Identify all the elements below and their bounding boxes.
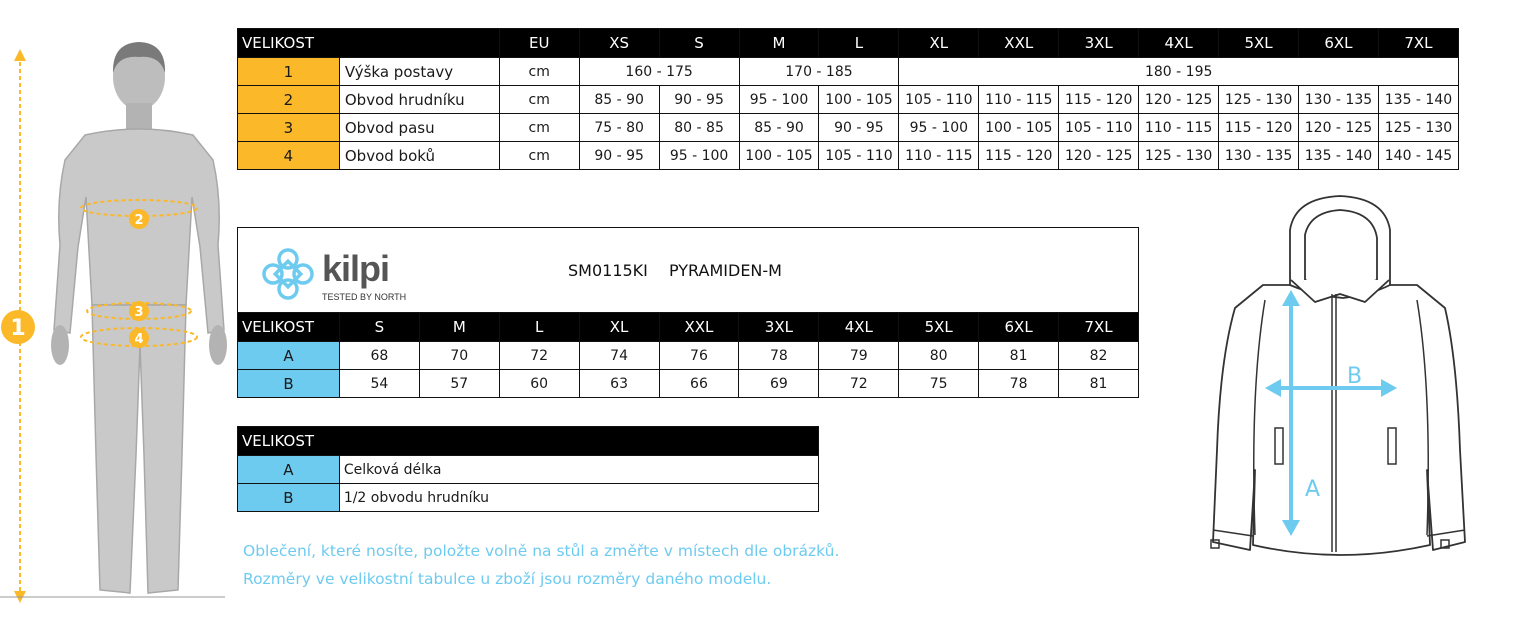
- header-size: XL: [579, 313, 659, 342]
- jacket-label-a: A: [1305, 477, 1321, 502]
- value-cell: 79: [819, 342, 899, 370]
- value-cell: 170 - 185: [739, 58, 899, 86]
- header-size: 6XL: [979, 313, 1059, 342]
- value-cell: 90 - 95: [579, 142, 659, 170]
- value-cell: 72: [499, 342, 579, 370]
- table-row: [238, 456, 819, 484]
- instruction-note: Oblečení, které nosíte, položte volně na stůl a změřte v místech dle obrázků.: [243, 542, 840, 560]
- table-row: [238, 142, 1459, 170]
- row-label: Obvod boků: [339, 142, 499, 170]
- value-cell: 72: [819, 370, 899, 398]
- value-cell: 68: [339, 342, 419, 370]
- row-label: Obvod hrudníku: [339, 86, 499, 114]
- header-size: 4XL: [1139, 29, 1219, 58]
- svg-text:2: 2: [134, 213, 144, 228]
- header-size: XL: [899, 29, 979, 58]
- value-cell: 75 - 80: [579, 114, 659, 142]
- value-cell: 74: [579, 342, 659, 370]
- value-cell: 95 - 100: [659, 142, 739, 170]
- value-cell: 130 - 135: [1299, 86, 1379, 114]
- value-cell: 135 - 140: [1378, 86, 1458, 114]
- header-size: 7XL: [1059, 313, 1139, 342]
- row-description: Celková délka: [339, 456, 818, 484]
- value-cell: 81: [1059, 370, 1139, 398]
- row-number: 2: [238, 86, 340, 114]
- svg-text:3: 3: [134, 305, 144, 320]
- value-cell: 75: [899, 370, 979, 398]
- row-number: 1: [238, 58, 340, 86]
- header-size: 7XL: [1378, 29, 1458, 58]
- header-size: 4XL: [819, 313, 899, 342]
- value-cell: 120 - 125: [1139, 86, 1219, 114]
- value-cell: 120 - 125: [1059, 142, 1139, 170]
- value-cell: 69: [739, 370, 819, 398]
- value-cell: 100 - 105: [819, 86, 899, 114]
- row-number: 3: [238, 114, 340, 142]
- measurement-legend-table: [237, 426, 819, 512]
- value-cell: 90 - 95: [659, 86, 739, 114]
- header-size: XXL: [979, 29, 1059, 58]
- value-cell: 105 - 110: [819, 142, 899, 170]
- table-row: [238, 58, 1459, 86]
- value-cell: 180 - 195: [899, 58, 1459, 86]
- value-cell: 95 - 100: [739, 86, 819, 114]
- body-measurement-figure: [0, 15, 230, 625]
- brand-tagline: TESTED BY NORTH: [322, 292, 407, 302]
- value-cell: 90 - 95: [819, 114, 899, 142]
- header-velikost: VELIKOST: [238, 427, 819, 456]
- value-cell: 63: [579, 370, 659, 398]
- header-size: XS: [579, 29, 659, 58]
- value-cell: 82: [1059, 342, 1139, 370]
- value-cell: 160 - 175: [579, 58, 739, 86]
- row-number: 4: [238, 142, 340, 170]
- row-label: Výška postavy: [339, 58, 499, 86]
- value-cell: 80: [899, 342, 979, 370]
- value-cell: 110 - 115: [979, 86, 1059, 114]
- header-size: S: [339, 313, 419, 342]
- header-size: XXL: [659, 313, 739, 342]
- value-cell: 85 - 90: [739, 114, 819, 142]
- brand-name: kilpi: [322, 248, 390, 289]
- unit-cell: cm: [499, 86, 579, 114]
- row-description: 1/2 obvodu hrudníku: [339, 484, 818, 512]
- table-row: [238, 370, 1139, 398]
- product-size-table: [237, 227, 1139, 398]
- row-label: Obvod pasu: [339, 114, 499, 142]
- brand-logo: [260, 246, 420, 306]
- value-cell: 76: [659, 342, 739, 370]
- header-size: 3XL: [739, 313, 819, 342]
- value-cell: 95 - 100: [899, 114, 979, 142]
- header-size: L: [499, 313, 579, 342]
- body-size-table: [237, 28, 1459, 170]
- value-cell: 105 - 110: [1059, 114, 1139, 142]
- svg-text:1: 1: [10, 316, 26, 341]
- value-cell: 115 - 120: [1219, 114, 1299, 142]
- value-cell: 57: [419, 370, 499, 398]
- header-size: 3XL: [1059, 29, 1139, 58]
- unit-cell: cm: [499, 142, 579, 170]
- value-cell: 78: [739, 342, 819, 370]
- table3-header-row: [238, 427, 819, 456]
- value-cell: 60: [499, 370, 579, 398]
- value-cell: 125 - 130: [1219, 86, 1299, 114]
- jacket-illustration: [1195, 190, 1495, 580]
- value-cell: 115 - 120: [1059, 86, 1139, 114]
- value-cell: 100 - 105: [979, 114, 1059, 142]
- jacket-label-b: B: [1347, 364, 1363, 389]
- header-velikost: VELIKOST: [238, 29, 500, 58]
- table-row: [238, 342, 1139, 370]
- kilpi-knot-icon: [260, 246, 316, 302]
- value-cell: 81: [979, 342, 1059, 370]
- table-row: [238, 484, 819, 512]
- brand-row: [238, 228, 1139, 313]
- value-cell: 70: [419, 342, 499, 370]
- value-cell: 130 - 135: [1219, 142, 1299, 170]
- product-name: PYRAMIDEN-M: [668, 261, 782, 280]
- value-cell: 66: [659, 370, 739, 398]
- value-cell: 100 - 105: [739, 142, 819, 170]
- header-size: M: [419, 313, 499, 342]
- value-cell: 115 - 120: [979, 142, 1059, 170]
- value-cell: 135 - 140: [1299, 142, 1379, 170]
- product-code: SM0115KI: [568, 261, 648, 280]
- value-cell: 125 - 130: [1139, 142, 1219, 170]
- value-cell: 110 - 115: [899, 142, 979, 170]
- unit-cell: cm: [499, 58, 579, 86]
- header-velikost: VELIKOST: [238, 313, 340, 342]
- table-row: [238, 114, 1459, 142]
- row-label: A: [238, 456, 340, 484]
- value-cell: 105 - 110: [899, 86, 979, 114]
- header-size: L: [819, 29, 899, 58]
- value-cell: 54: [339, 370, 419, 398]
- value-cell: 125 - 130: [1378, 114, 1458, 142]
- table2-header-row: [238, 313, 1139, 342]
- value-cell: 120 - 125: [1299, 114, 1379, 142]
- row-label: B: [238, 484, 340, 512]
- header-size: 5XL: [899, 313, 979, 342]
- header-size: 6XL: [1299, 29, 1379, 58]
- row-label: A: [238, 342, 340, 370]
- header-eu: EU: [499, 29, 579, 58]
- table-row: [238, 86, 1459, 114]
- unit-cell: cm: [499, 114, 579, 142]
- value-cell: 78: [979, 370, 1059, 398]
- value-cell: 85 - 90: [579, 86, 659, 114]
- value-cell: 110 - 115: [1139, 114, 1219, 142]
- table1-header-row: [238, 29, 1459, 58]
- value-cell: 80 - 85: [659, 114, 739, 142]
- disclaimer-note: Rozměry ve velikostní tabulce u zboží jsou rozměry daného modelu.: [243, 570, 772, 588]
- header-size: S: [659, 29, 739, 58]
- header-size: 5XL: [1219, 29, 1299, 58]
- row-label: B: [238, 370, 340, 398]
- svg-text:4: 4: [134, 332, 144, 347]
- header-size: M: [739, 29, 819, 58]
- value-cell: 140 - 145: [1378, 142, 1458, 170]
